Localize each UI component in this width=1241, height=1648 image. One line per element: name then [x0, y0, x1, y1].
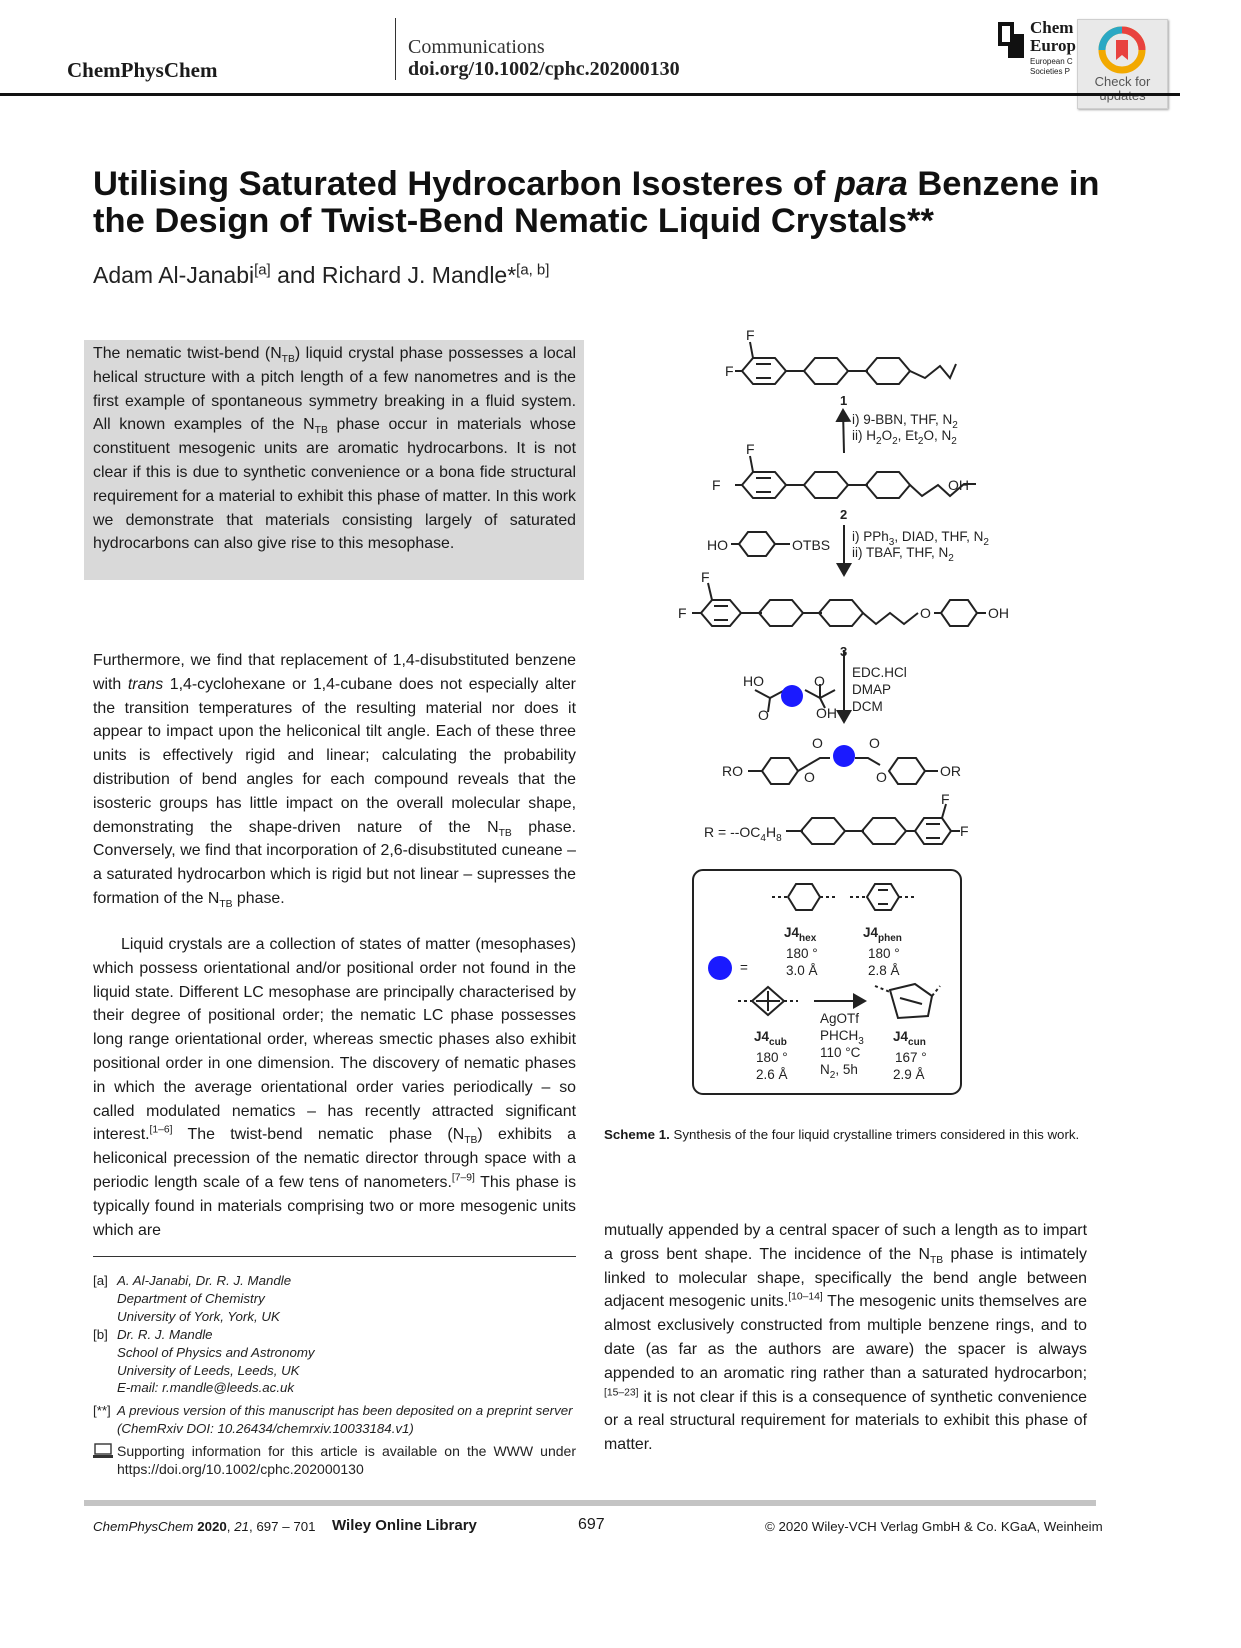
body-paragraph-right: mutually appended by a central spacer of such a length as to impart a gross bent shape. The incidence of the $N_{TB}$ phase is intimately linked to molecular shape, specifically the bend angle between adjacent mesogenic units.[10–14] The mesogenic units themselves are almost exclusively constructed from multiple benzene rings, and to date (as far as the authors are aware) the spacer is always appended to an aromatic ring rather than a saturated hydrocarbon;[15–23] it is not clear if this is a consequence of synthetic convenience or a real structural requirement for materials to exhibit this phase of matter. [604, 1222, 1087, 1454]
title-text-1: Utilising Saturated Hydrocarbon Isosteres of [93, 165, 835, 203]
svg-text:OH: OH [948, 477, 969, 493]
logo-text-3: European C [1030, 57, 1073, 66]
svg-text:2: 2 [840, 507, 848, 522]
chemistry-europe-logo[interactable] [996, 16, 1088, 82]
footnote-divider [93, 1256, 576, 1257]
scheme-caption: Scheme 1. Synthesis of the four liquid crystalline trimers considered in this work. [604, 1127, 1080, 1142]
cyclohexane-ring [804, 358, 848, 384]
svg-text:O: O [876, 769, 887, 785]
svg-text:J4hex: $J4_{hex}$ [784, 925, 817, 944]
svg-text:ii) H2O2, Et2O, N2: ii) $H_2O_2$, $Et_2O$, $N_2$ [852, 428, 957, 447]
svg-text:HO: HO [743, 673, 764, 689]
article-title [93, 166, 1153, 240]
citation-link[interactable]: [1–6] [149, 1125, 173, 1137]
benzene-ring [742, 358, 786, 384]
svg-text:J4phen: $J4_{phen}$ [863, 925, 902, 944]
footer-citation: ChemPhysChem 2020, 21, 697 – 701 [93, 1519, 316, 1534]
svg-text:180 °: 180 ° [786, 946, 818, 961]
svg-text:PHCH3: $PHCH_3$ [820, 1028, 864, 1047]
svg-text:OTBS: OTBS [792, 537, 831, 553]
svg-text:3: 3 [840, 644, 848, 659]
email-link[interactable]: E-mail: r.mandle@leeds.ac.uk [117, 1380, 295, 1396]
computer-icon [93, 1443, 113, 1459]
svg-text:167 °: 167 ° [895, 1050, 927, 1065]
body-paragraph-1: Furthermore, we find that replacement of 1,4-disubstituted benzene with trans 1,4-cyclohexane or 1,4-cubane does not especially alter the transition temperatures of the resulting material nor does it appear to impact upon the heliconical tilt angle. Each of these three units is effectively rigid and linear; calculating the probability distribution of bend angles for each compound reveals that the isosteric groups has little impact on the overall molecular shape, demonstrating the shape-driven nature of the $N_{TB}$ phase. Conversely, we find that incorporation of 2,6-disubstituted cuneane – a saturated hydrocarbon which is rigid but not linear – supresses the formation of the $N_{TB}$ phase. [93, 652, 576, 911]
header-rule [0, 93, 1180, 96]
svg-text:O: O [869, 735, 880, 751]
svg-text:HO: HO [707, 537, 728, 553]
title-text-2: Benzene in the Design of Twist-Bend Nematic Liquid Crystals** [93, 165, 1100, 240]
check-updates-icon [1096, 24, 1148, 76]
authors [93, 262, 549, 289]
svg-text:110 °C: 110 °C [820, 1045, 861, 1060]
svg-text:F: F [746, 441, 755, 457]
logo-text-2: Europ [1030, 36, 1076, 55]
svg-text:J4cun: $J4_{cun}$ [893, 1029, 926, 1048]
svg-text:3.0 Å: 3.0 Å [786, 963, 818, 978]
section-label: Communications [408, 36, 545, 58]
svg-text:O: O [814, 673, 825, 689]
logo-text-1: Chem [1030, 18, 1074, 37]
footnotes [93, 1272, 576, 1478]
svg-text:O: O [804, 769, 815, 785]
journal-name: ChemPhysChem [67, 58, 218, 82]
author-1-affiliation: [a] [254, 261, 271, 279]
author-conjunction: and [270, 262, 322, 288]
doi-link[interactable]: doi.org/10.1002/cphc.202000130 [408, 58, 680, 80]
svg-text:O: O [812, 735, 823, 751]
svg-text:DMAP: DMAP [852, 682, 892, 697]
core-unit-circle [833, 745, 855, 767]
core-unit-circle [708, 956, 732, 980]
abstract: The nematic twist-bend $(N_{TB})$ liquid crystal phase possesses a local helical structure with a pitch length of a few nanometres and is the first example of spontaneous symmetry breaking in a fluid system. All known examples of the $N_{TB}$ phase occur in materials whose constituent mesogenic units are aromatic hydrocarbons. It is not clear if this is due to synthetic convenience or a bona fide structural requirement for a material to exhibit this phase of matter. In this work we demonstrate that materials consisting largely of saturated hydrocarbons can also give rise to this mesophase. [93, 345, 577, 553]
svg-text:RO: RO [722, 763, 743, 779]
footnote-a: [a] A. Al-Janabi, Dr. R. J. Mandle Department of Chemistry University of York, York, UK [93, 1273, 292, 1324]
svg-text:O: O [758, 707, 769, 723]
header-divider [395, 18, 396, 80]
chemistry-europe-icon [996, 20, 1030, 60]
svg-text:1: 1 [840, 393, 848, 408]
svg-text:i) PPh3, DIAD, THF, N2: i) PPh$_3$, DIAD, THF, $N_2$ [852, 529, 989, 548]
svg-text:F: F [746, 327, 755, 343]
title-italic: para [834, 165, 908, 203]
svg-text:OH: OH [816, 705, 837, 721]
page-number: 697 [578, 1516, 605, 1533]
citation-link[interactable]: [15–23] [604, 1387, 639, 1399]
wiley-online-library-link[interactable]: Wiley Online Library [332, 1517, 477, 1534]
supporting-info-link[interactable]: Supporting information for this article is available on the WWW under https://doi.org/10.1002/cphc.202000130 [117, 1443, 576, 1478]
svg-text:F: F [678, 605, 687, 621]
svg-text:N2, 5h: $N_2$, 5h [820, 1062, 858, 1081]
svg-text:2.9 Å: 2.9 Å [893, 1067, 925, 1082]
svg-text:2.6 Å: 2.6 Å [756, 1067, 788, 1082]
logo-text-4: Societies P [1030, 67, 1071, 76]
citation-link[interactable]: [7–9] [451, 1172, 475, 1184]
svg-text:2.8 Å: 2.8 Å [868, 963, 900, 978]
core-unit-circle [781, 685, 803, 707]
svg-text:R = --OC4H8: $R = --OC_4H_8$ [704, 824, 782, 844]
svg-text:OR: OR [940, 763, 961, 779]
supporting-info [93, 1442, 576, 1478]
svg-text:180 °: 180 ° [756, 1050, 788, 1065]
scheme-1-figure [600, 320, 1100, 1100]
body-paragraph-2: Liquid crystals are a collection of states of matter (mesophases) which possess orientational and/or positional order not found in the liquid state. Different LC mesophase are principally characterised by their degree of positional order; the nematic LC phase possesses long range orientational order, whereas smectic phases also exhibit positional order in one dimension. The discovery of nematic phases in which the average orientational order varies periodically – so called modulated nematics – has recently attracted significant interest.[1–6] The twist-bend nematic phase $(N_{TB})$ exhibits a heliconical precession of the nematic director through space with a periodic length scale of a few tens of nanometers.[7–9] This phase is typically found in materials comprising two or more mesogenic units which are [93, 936, 577, 1239]
svg-text:OH: OH [988, 605, 1009, 621]
svg-text:F: F [712, 477, 721, 493]
svg-text:EDC.HCl: EDC.HCl [852, 665, 907, 680]
svg-text:i) 9-BBN, THF, N2: i) 9-BBN, THF, $N_2$ [852, 412, 958, 431]
footnote-preprint: [**] A previous version of this manuscript has been deposited on a preprint server (ChemRxiv DOI: 10.26434/chemrxiv.10033184.v1) [93, 1403, 573, 1437]
copyright: © 2020 Wiley-VCH Verlag GmbH & Co. KGaA, Weinheim [765, 1519, 1103, 1534]
svg-text:F: F [725, 363, 734, 379]
svg-text:O: O [920, 605, 931, 621]
svg-text:F: F [960, 823, 969, 839]
svg-text:=: = [740, 960, 748, 975]
author-1: Adam Al-Janabi [93, 262, 255, 288]
footnote-b: [b] Dr. R. J. Mandle School of Physics and Astronomy University of Leeds, Leeds, UK E-mail: r.mandle@leeds.ac.uk [93, 1326, 576, 1398]
svg-text:J4cub: $J4_{cub}$ [754, 1029, 787, 1048]
citation-link[interactable]: [10–14] [788, 1292, 823, 1304]
svg-text:AgOTf: AgOTf [820, 1011, 860, 1026]
svg-text:F: F [941, 791, 950, 807]
cyclohexane-ring [866, 358, 910, 384]
author-2-affiliation: [a, b] [516, 261, 550, 279]
svg-text:DCM: DCM [852, 699, 883, 714]
svg-text:180 °: 180 ° [868, 946, 900, 961]
svg-text:ii) TBAF, THF, N2: ii) TBAF, THF, $N_2$ [852, 545, 954, 564]
svg-text:F: F [701, 569, 710, 585]
check-updates-text-1: Check for [1094, 74, 1151, 89]
author-2: Richard J. Mandle* [321, 262, 517, 288]
footer-rule [84, 1500, 1096, 1506]
